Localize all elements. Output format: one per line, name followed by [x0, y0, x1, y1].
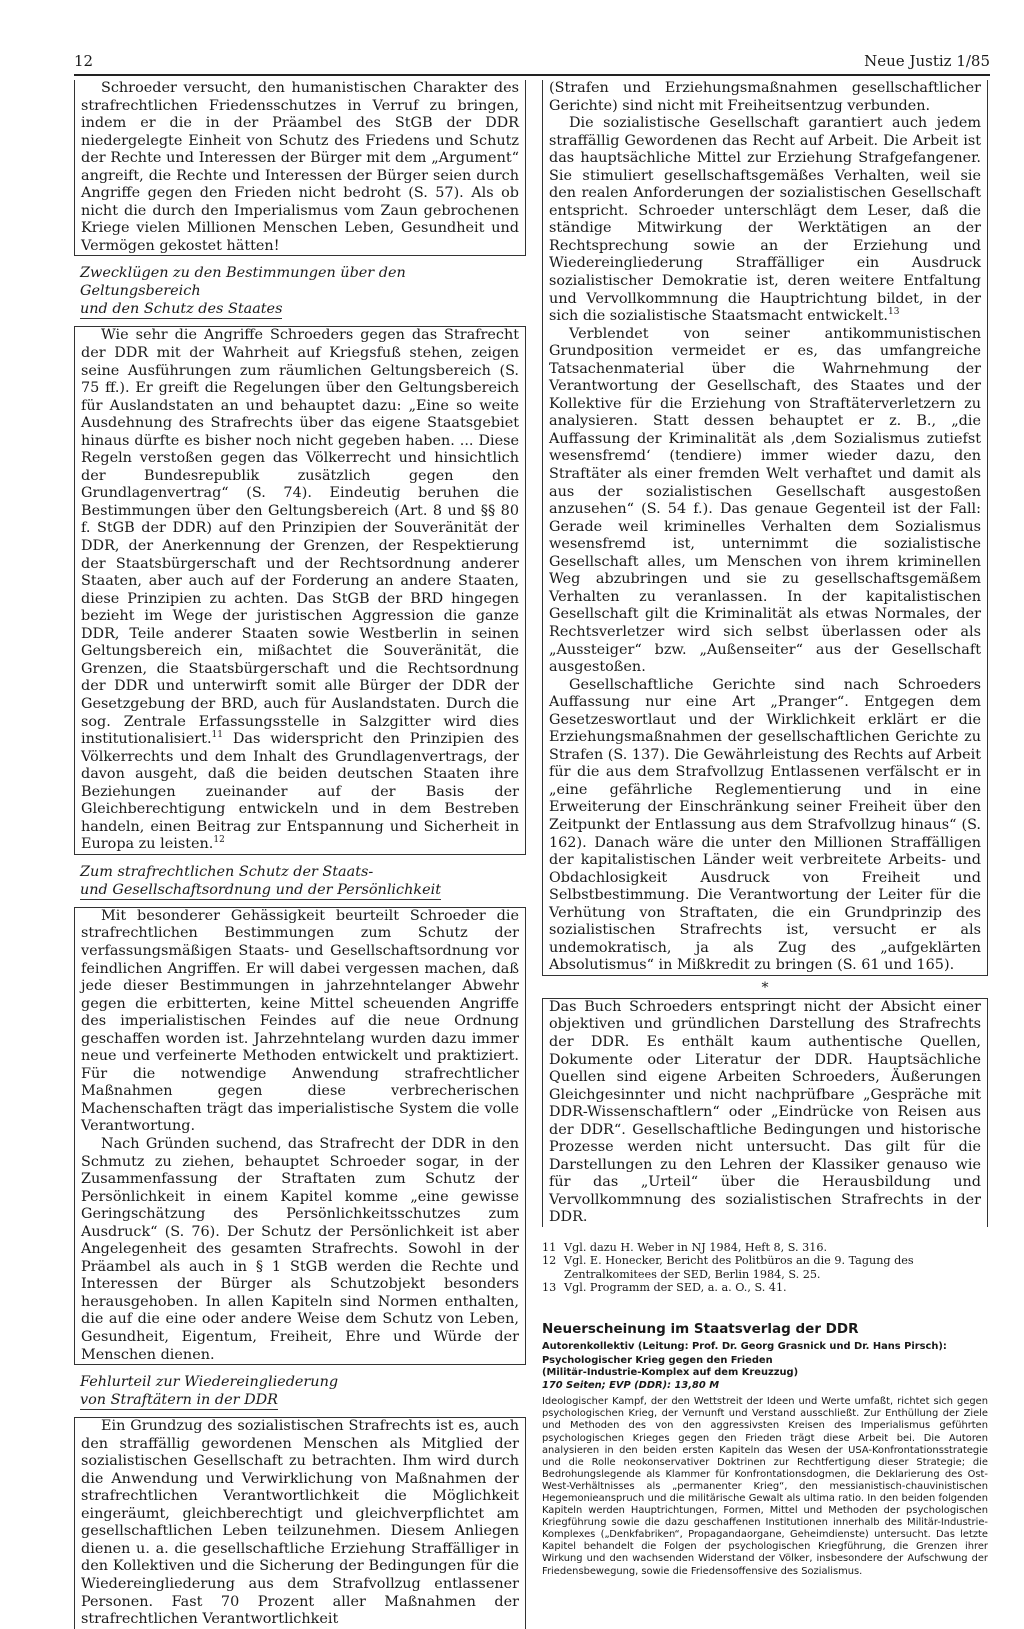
footnote-text: Vgl. dazu H. Weber in NJ 1984, Heft 8, S. 316.	[564, 1241, 828, 1254]
footnote	[542, 1281, 988, 1294]
section-heading-wiedereingliederung	[74, 1373, 526, 1409]
footnote-number: 11	[542, 1241, 557, 1254]
continuation-box	[542, 80, 988, 976]
body-paragraph: Mit besonderer Gehässigkeit beurteilt Schroeder die strafrechtlichen Bestimmungen zum Schutz der verfassungsmäßigen Staats- und Gesellschaftsordnung vor feindlichen Angriffen. Er will dabei vergessen machen, daß jede dieser Bestimmungen in jahrzehntelanger Abwehr gegen die erbitterten, keine Mittel scheuenden Angriffe des imperialistischen Feindes auf die neue Ordnung geschaffen worden ist. Jahrzehntelang wurden dazu immer neue und verfeinerte Methoden entwickelt und praktiziert. Für die notwendige Anwendung strafrechtlicher Maßnahmen gegen diese verbrecherischen Machenschaften trägt das imperialistische System die volle Verantwortung.	[81, 907, 519, 1135]
footnote-ref: 11	[211, 730, 223, 741]
body-paragraph: Verblendet von seiner antikommunistischen Grundposition vermeidet er es, das umfangreiche Tatsachenmaterial über die Wahrnehmung der Verantwortung der Gesellschaft, des Staates und der Kollektive für die Erziehung von Straftäterverletzern zu analysieren. Statt dessen behauptet er z. B., „die Auffassung der Kriminalität als ‚dem Sozialismus zutiefst wesensfremd‘ (tendiere) immer wieder dazu, den Straftäter als einer fremden Welt verhaftet und damit als aus der sozialistischen Gesellschaft ausgestoßen anzusehen“ (S. 54 f.). Das genaue Gegenteil ist der Fall: Gerade weil kriminelles Verhalten dem Sozialismus wesensfremd ist, unternimmt die sozialistische Gesellschaft alles, um Menschen von ihrem kriminellen Weg abzubringen und sie zu gesellschaftsgemäßem Verhalten zu veranlassen. In der kapitalistischen Gesellschaft gilt die Kriminalität als etwas Normales, der Rechtsverletzer wird sich selbst überlassen oder als „Aussteiger“ bzw. „Außenseiter“ aus der Gesellschaft ausgestoßen.	[549, 325, 981, 676]
announcement-title: Neuerscheinung im Staatsverlag der DDR	[542, 1320, 859, 1337]
footnotes	[542, 1241, 988, 1295]
heading-line: Zwecklügen zu den Bestimmungen über den Geltungsbereich	[80, 265, 406, 300]
left-column	[74, 80, 526, 1629]
footnote-ref: 13	[888, 307, 900, 318]
footnote	[542, 1241, 988, 1254]
announcement-description: Ideologischer Kampf, der den Wettstreit der Ideen und Werte umfaßt, richtet sich gegen psychologischen Krieg, der Vernunft und Verstand ausschließt. Zur Enthüllung der Ziele und Methoden des von den aggressivsten Kreisen des Imperialismus geführten psychologischen Krieges gegen den Frieden trägt diese Arbeit bei. Die Autoren analysieren in den beiden ersten Kapiteln das Wesen der USA-Konfrontationsstrategie und die Rolle neokonservativer Doktrinen zur Rechtfertigung dieser Strategie; die Bedrohungslegende als Klammer für Konfrontationsdogmen, die Deklarierung des Ost-West-Verhältnisses als „permanenter Krieg“, den messianistisch-chauvinistischen Hegemonieanspruch und die militärische Gewalt als ultima ratio. In den beiden folgenden Kapiteln werden Hauptrichtungen, Formen, Mittel und Methoden der psychologischen Kriegführung sowie die dazu geschaffenen Institutionen innerhalb des Militär-Industrie-Komplexes („Denkfabriken“, Propagandaorgane, Geheimdienste) untersucht. Das letzte Kapitel behandelt die Folgen der psychologischen Kriegführung, die Grenzen ihrer Wirkung und den wachsenden Widerstand der Völker, insbesondere der Aufschwung der Friedensbewegung, sowie die Friedensoffensive des Sozialismus.	[542, 1396, 988, 1577]
footnote-number: 12	[542, 1254, 557, 1268]
footnote-ref: 12	[213, 835, 225, 846]
body-paragraph: Gesellschaftliche Gerichte sind nach Schroeders Auffassung nur eine Art „Pranger“. Entgegen dem Gesetzeswortlaut und der Wirklichkeit erklärt er die Erziehungsmaßnahmen der gesellschaftlichen Gerichte zu Strafen (S. 137). Die Gewährleistung des Rechts auf Arbeit für die aus dem Strafvollzug Entlassenen verfälscht er in „eine gefährliche Reglementierung und in eine Erweiterung der Einschränkung seiner Freiheit über den Zeitpunkt der Entlassung aus dem Strafvollzug hinaus“ (S. 162). Danach wäre die unter den Millionen Straffälligen der kapitalistischen Länder weit verbreitete Arbeits- und Obdachlosigkeit Ausdruck von Freiheit und Selbstbestimmung. Die Verantwortung der Leiter für die Verhütung von Straftaten, die ein Grundprinzip des sozialistischen Strafrechts ist, versucht er als undemokratisch, ja als Zug des „aufgeklärten Absolutismus“ in Mißkredit zu bringen (S. 61 und 165).	[549, 676, 981, 974]
section-heading-schutz	[74, 863, 526, 899]
heading-line: und den Schutz des Staates	[80, 301, 283, 318]
book-meta: 170 Seiten; EVP (DDR): 13,80 M	[542, 1379, 720, 1391]
footnote	[542, 1254, 988, 1281]
heading-line: von Straftätern in der DDR	[80, 1392, 278, 1409]
book-subtitle: (Militär-Industrie-Komplex auf dem Kreuzzug)	[542, 1367, 799, 1379]
body-paragraph: Nach Gründen suchend, das Strafrecht der DDR in den Schmutz zu ziehen, behauptet Schroeder sogar, in der Zusammenfassung der Straftaten zum Schutz der Persönlichkeit in einem Kapitel komme „eine gewisse Geringschätzung des Persönlichkeitsschutzes zum Ausdruck“ (S. 76). Der Schutz der Persönlichkeit ist aber Angelegenheit des gesamten Strafrechts. Sowohl in der Präambel als auch in § 1 StGB werden die Rechte und Interessen der Bürger als Schutzobjekt besonders herausgehoben. In allen Kapiteln sind Normen enthalten, die auf die eine oder andere Weise dem Schutz von Leben, Gesundheit, Eigentum, Freiheit, Ehre und Würde der Menschen dienen.	[81, 1135, 519, 1363]
page-header	[74, 52, 990, 76]
body-paragraph: Die sozialistische Gesellschaft garantiert auch jedem straffällig Gewordenen das Recht auf Arbeit. Die Arbeit ist das hauptsächliche Mittel zur Erziehung Strafgefangener. Sie stimuliert gesellschaftsgemäßes Verhalten, weil sie den realen Anforderungen der sozialistischen Gesellschaft entspricht. Schroeder unterschlägt dem Leser, daß die ständige Mitwirkung der Werktätigen an der Rechtsprechung sowie an der Erziehung und Wiedereingliederung Straffälliger ein Ausdruck sozialistischer Demokratie ist, deren weitere Entfaltung und Vervollkommnung die Hauptrichtung bildet, in der sich die sozialistische Staatsmacht entwickelt.$^{13}$	[549, 115, 981, 325]
body-paragraph: Ein Grundzug des sozialistischen Strafrechts ist es, auch den straffällig gewordenen Menschen als Mitglied der sozialistischen Gesellschaft zu betrachten. Ihm wird durch die Anwendung und Verwirklichung von Maßnahmen der strafrechtlichen Verantwortlichkeit die Möglichkeit eingeräumt, gleichberechtigt und gleichverpflichtet am gesellschaftlichen Leben teilzunehmen. Diesem Anliegen dienen u. a. die gesellschaftliche Erziehung Straffälliger in den Kollektiven und die Sicherung der Bedingungen für die Wiedereingliederung aus dem Strafvollzug entlassener Personen. Fast 70 Prozent aller Maßnahmen der strafrechtlichen Verantwortlichkeit	[81, 1418, 519, 1628]
heading-line: Fehlurteil zur Wiedereingliederung	[80, 1374, 339, 1391]
intro-paragraph: Schroeder versucht, den humanistischen Charakter des strafrechtlichen Friedensschutzes in Verruf zu bringen, indem er die in der Präambel des StGB der DDR niedergelegte Einheit von Schutz des Friedens und Schutz der Rechte und Interessen der Bürger mit dem „Argument“ angreift, die Rechte und Interessen der Bürger seien durch Angriffe gegen den Frieden nicht bedroht (S. 57). Als ob nicht die durch den Imperialismus vom Zaun gebrochenen Kriege vielen Millionen Menschen Leben, Gesundheit und Vermögen gekostet hätten!	[81, 80, 519, 254]
book-title: Psychologischer Krieg gegen den Frieden	[542, 1355, 773, 1367]
section-separator-star: *	[761, 979, 769, 996]
footnote-number: 13	[542, 1281, 557, 1295]
intro-box	[74, 80, 526, 256]
heading-line: und Gesellschaftsordnung und der Persönlichkeit	[80, 881, 441, 898]
header-rule	[74, 74, 990, 76]
section-heading-geltungsbereich	[74, 264, 526, 318]
announcement-book	[542, 1355, 988, 1392]
heading-line: Zum strafrechtlichen Schutz der Staats-	[80, 863, 374, 880]
section-box-geltungsbereich	[74, 326, 526, 854]
body-paragraph: Das Buch Schroeders entspringt nicht der Absicht einer objektiven und gründlichen Darstellung des Strafrechts der DDR. Es enthält kaum authentische Quellen, Dokumente oder Literatur der DDR. Hauptsächliche Quellen sind eigene Arbeiten Schroeders, Äußerungen Gleichgesinnter und nicht nachprüfbare „Gespräche mit DDR-Wissenschaftlern“ oder „Eindrücke von Reisen aus der DDR“. Gesellschaftliche Bedingungen und historische Prozesse werden nicht untersucht. Das gilt für die Darstellungen zu den Lehren der Klassiker genauso wie für das „Urteil“ über die Herausbildung und Vervollkommnung des sozialistischen Strafrechts in der DDR.	[549, 998, 981, 1226]
publisher-announcement	[542, 1321, 988, 1578]
announcement-authors: Autorenkollektiv (Leitung: Prof. Dr. Georg Grasnick und Dr. Hans Pirsch):	[542, 1340, 947, 1352]
footnote-text: Vgl. Programm der SED, a. a. O., S. 41.	[564, 1281, 787, 1295]
footnote-text: Vgl. E. Honecker, Bericht des Politbüros an die 9. Tagung des Zentralkomitees der SED, Berlin 1984, S. 25.	[564, 1254, 914, 1281]
journal-issue: Neue Justiz 1/85	[864, 52, 990, 70]
section-box-schutz	[74, 907, 526, 1365]
body-paragraph: (Strafen und Erziehungsmaßnahmen gesellschaftlicher Gerichte) sind nicht mit Freiheitsentzug verbunden.	[549, 80, 981, 114]
page-number: 12	[74, 52, 94, 70]
body-paragraph: Wie sehr die Angriffe Schroeders gegen das Strafrecht der DDR mit der Wahrheit auf Kriegsfuß stehen, zeigen seine Ausführungen zum räumlichen Geltungsbereich (S. 75 ff.). Er greift die Regelungen über den Geltungsbereich für Auslandstaten an und behauptet dazu: „Eine so weite Ausdehnung des Strafrechts über das eigene Staatsgebiet hinaus dürfte es bisher noch nicht gegeben haben. ... Diese Regeln verstoßen gegen das Völkerrecht und hinsichtlich der Bundesrepublik zusätzlich gegen den Grundlagenvertrag“ (S. 74). Eindeutig beruhen die Bestimmungen über den Geltungsbereich (Art. 8 und §§ 80 f. StGB der DDR) auf den Prinzipien der Souveränität der DDR, der Anerkennung der Grenzen, der Respektierung der Staatsbürgerschaft und der Rechtsordnung anderer Staaten, aber auch auf der Forderung an andere Staaten, diese Prinzipien zu achten. Das StGB der BRD hingegen bezieht im Wege der juristischen Aggression die ganze DDR, Teile anderer Staaten sowie Westberlin in seinen Geltungsbereich ein, mißachtet die Souveränität, die Grenzen, die Staatsbürgerschaft und die Rechtsordnung der DDR und unterwirft somit alle Bürger der DDR der Gesetzgebung der BRD, auch für Auslandstaten. Durch die sog. Zentrale Erfassungsstelle in Salzgitter wird dies institutionalisiert.$^{11}$ Das widerspricht den Prinzipien des Völkerrechts und dem Inhalt des Grundlagenvertrags, der davon ausgeht, daß die beiden deutschen Staaten ihre Beziehungen zueinander auf der Basis der Gleichberechtigung entwickeln und in dem Bestreben handeln, einen Beitrag zur Entspannung und Sicherheit in Europa zu leisten.$^{12}$	[81, 327, 519, 853]
right-column	[542, 80, 988, 1578]
conclusion-box	[542, 998, 988, 1227]
